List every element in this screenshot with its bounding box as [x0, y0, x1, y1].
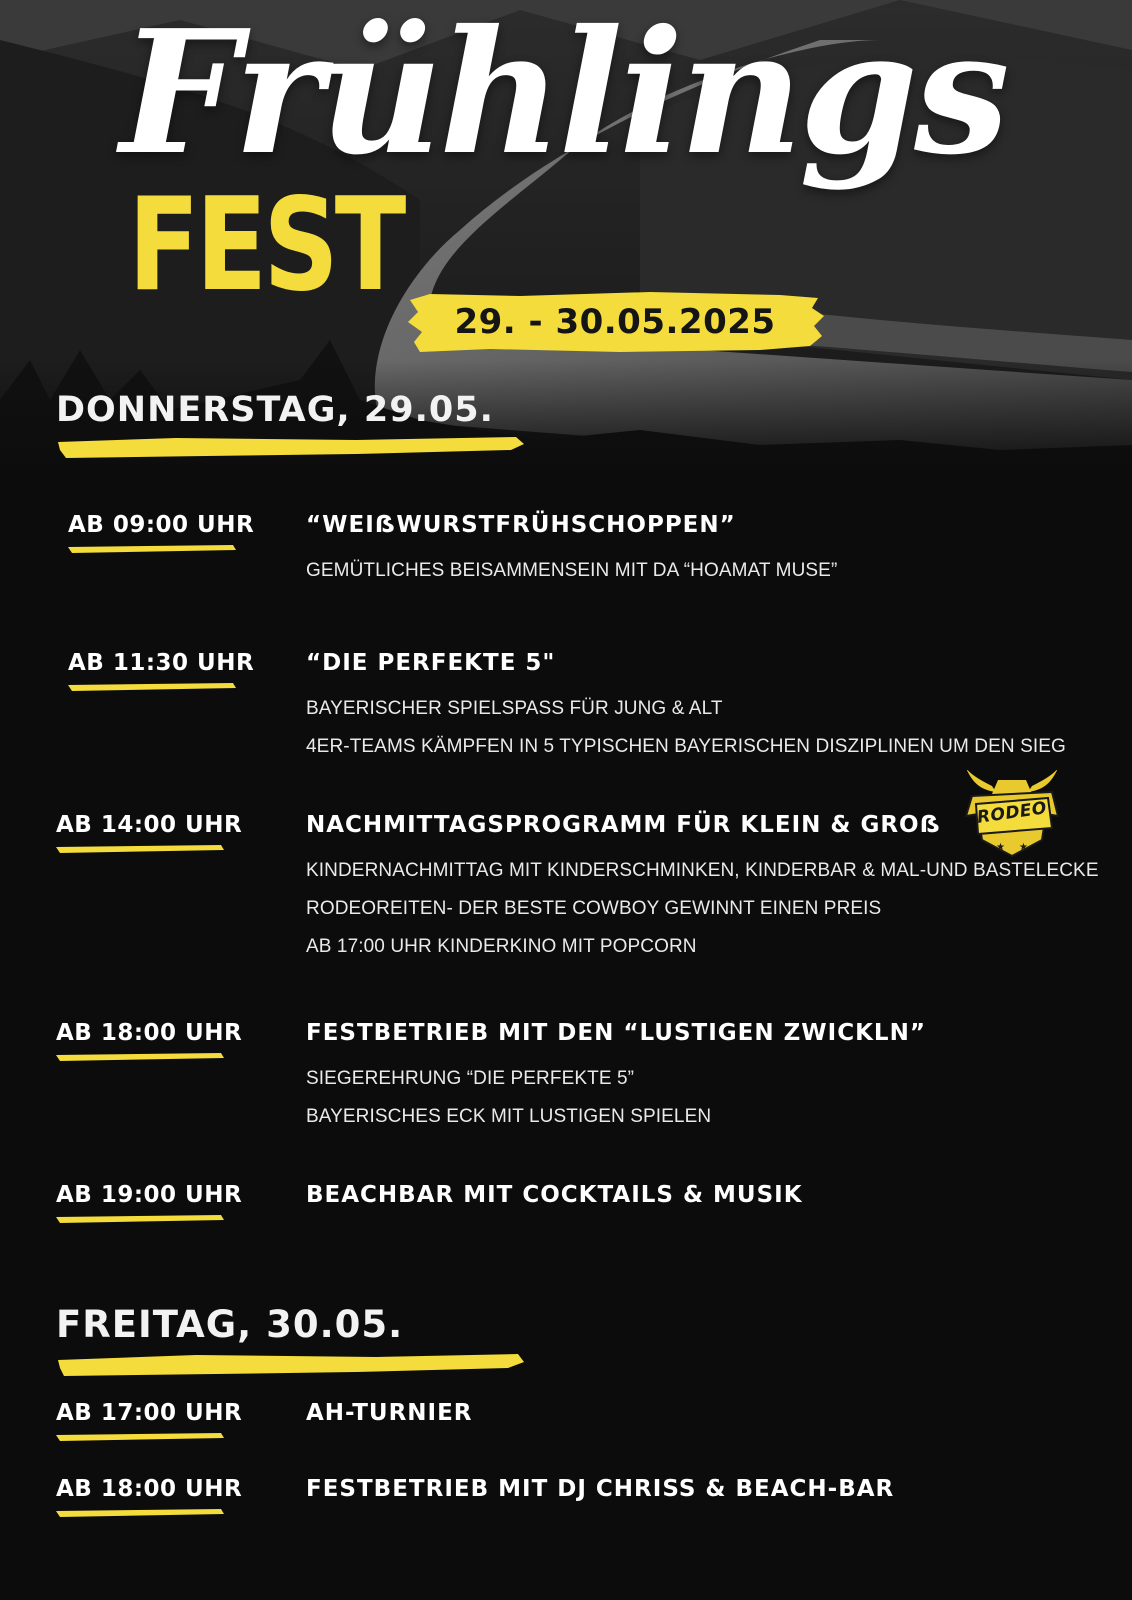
yellow-underline-icon: [56, 1432, 226, 1442]
time-label: [56, 1476, 296, 1518]
event-detail-line: BAYERISCHER SPIELSPASS FÜR JUNG & ALT: [306, 698, 723, 719]
title-fruehlings: Frühlings: [120, 0, 1006, 193]
time-text: AB 17:00 UHR: [56, 1400, 243, 1426]
yellow-underline-icon: [68, 682, 238, 692]
event-title: “DIE PERFEKTE 5": [306, 650, 556, 676]
yellow-underline-icon: [56, 844, 226, 854]
event-detail-line: 4ER-TEAMS KÄMPFEN IN 5 TYPISCHEN BAYERISCHEN DISZIPLINEN UM DEN SIEG: [306, 736, 1066, 757]
svg-text:★: ★: [996, 842, 1005, 853]
time-label: [68, 512, 308, 554]
time-text: AB 18:00 UHR: [56, 1020, 243, 1046]
event-details: [306, 1060, 711, 1136]
yellow-underline-icon: [56, 434, 526, 460]
event-title: FESTBETRIEB MIT DEN “LUSTIGEN ZWICKLN”: [306, 1020, 926, 1046]
date-banner: [400, 286, 830, 358]
day-heading-thursday: [56, 390, 526, 460]
event-detail-line: KINDERNACHMITTAG MIT KINDERSCHMINKEN, KINDERBAR & MAL-UND BASTELECKE: [306, 860, 1099, 881]
rodeo-bull-badge-icon: [962, 770, 1062, 860]
event-details: [306, 552, 837, 590]
title-fest: FEST: [128, 171, 403, 320]
event-detail-line: AB 17:00 UHR KINDERKINO MIT POPCORN: [306, 936, 697, 957]
event-detail-line: SIEGEREHRUNG “DIE PERFEKTE 5”: [306, 1068, 635, 1089]
yellow-underline-icon: [56, 1350, 526, 1380]
yellow-underline-icon: [56, 1508, 226, 1518]
time-text: AB 09:00 UHR: [68, 512, 255, 538]
event-title: BEACHBAR MIT COCKTAILS & MUSIK: [306, 1182, 803, 1208]
event-title: AH-TURNIER: [306, 1400, 473, 1426]
rodeo-badge-text: RODEO: [975, 798, 1049, 828]
time-label: [56, 1020, 296, 1062]
yellow-underline-icon: [68, 544, 238, 554]
time-text: AB 18:00 UHR: [56, 1476, 243, 1502]
time-label: [56, 1400, 296, 1442]
time-label: [68, 650, 308, 692]
event-title: NACHMITTAGSPROGRAMM FÜR KLEIN & GROẞ: [306, 812, 942, 838]
time-label: [56, 812, 296, 854]
yellow-underline-icon: [56, 1214, 226, 1224]
event-title: FESTBETRIEB MIT DJ CHRISS & BEACH-BAR: [306, 1476, 895, 1502]
event-details: [306, 690, 1066, 766]
event-detail-line: RODEOREITEN- DER BESTE COWBOY GEWINNT EINEN PREIS: [306, 898, 882, 919]
day-heading-text: DONNERSTAG, 29.05.: [56, 390, 494, 430]
yellow-underline-icon: [56, 1052, 226, 1062]
event-detail-line: GEMÜTLICHES BEISAMMENSEIN MIT DA “HOAMAT MUSE”: [306, 560, 838, 581]
date-range: 29. - 30.05.2025: [454, 302, 776, 342]
day-heading-text: FREITAG, 30.05.: [56, 1303, 404, 1346]
event-title: “WEIẞWURSTFRÜHSCHOPPEN”: [306, 512, 736, 538]
event-detail-line: BAYERISCHES ECK MIT LUSTIGEN SPIELEN: [306, 1106, 712, 1127]
time-text: AB 14:00 UHR: [56, 812, 243, 838]
svg-text:★: ★: [1019, 842, 1028, 853]
day-heading-friday: [56, 1303, 526, 1380]
time-text: AB 19:00 UHR: [56, 1182, 243, 1208]
time-label: [56, 1182, 296, 1224]
time-text: AB 11:30 UHR: [68, 650, 255, 676]
event-details: [306, 852, 1099, 966]
